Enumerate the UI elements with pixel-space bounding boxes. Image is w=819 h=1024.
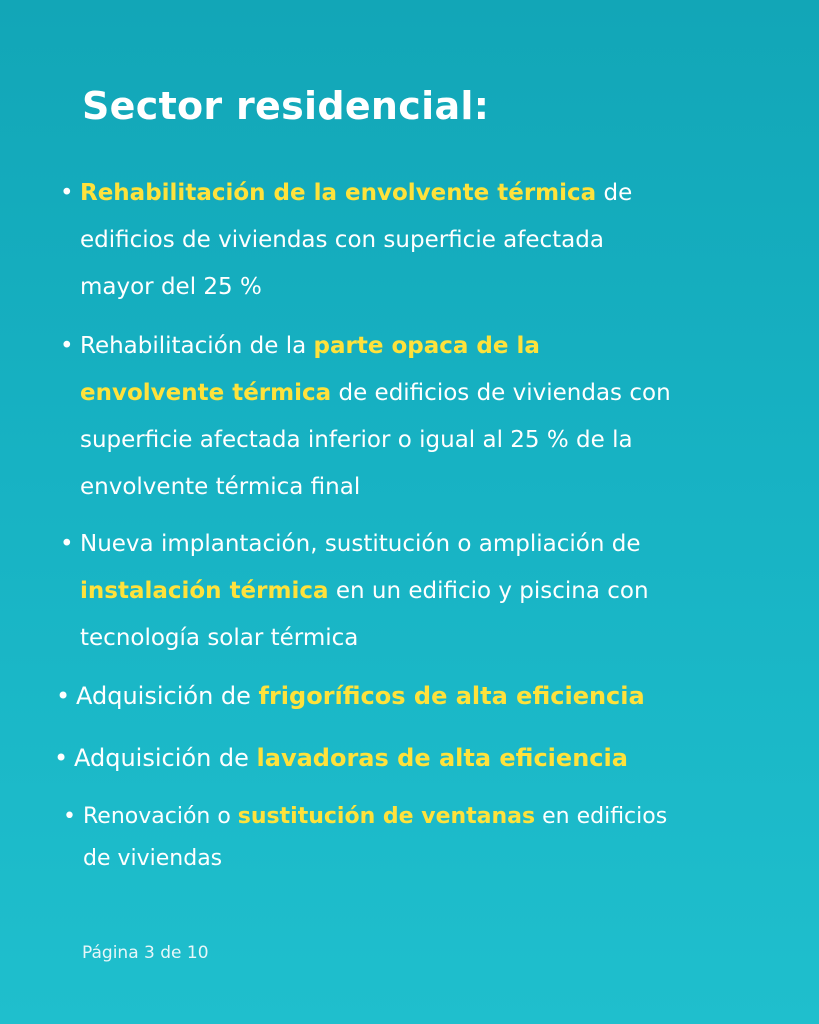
highlighted-text: envolvente térmica bbox=[80, 380, 332, 406]
bullet-dot: • bbox=[60, 333, 74, 359]
list-item-envolvente bbox=[60, 170, 633, 311]
list-item-line bbox=[80, 464, 671, 511]
item-text: de edificios de viviendas con bbox=[331, 380, 671, 406]
item-text: mayor del 25 % bbox=[80, 274, 262, 300]
list-item-line bbox=[83, 838, 667, 880]
list-item-lavadoras bbox=[54, 735, 628, 782]
list-item-line bbox=[80, 217, 632, 264]
list-item-line bbox=[74, 735, 628, 782]
item-text: tecnología solar térmica bbox=[80, 625, 359, 651]
list-item-line bbox=[83, 796, 667, 838]
item-text: en edificios bbox=[535, 804, 668, 829]
bullet-dot: • bbox=[60, 180, 74, 206]
list-item-line bbox=[76, 673, 645, 720]
list-item-instalacion-termica bbox=[60, 521, 649, 662]
item-text: Adquisición de bbox=[74, 744, 257, 772]
highlighted-text: frigoríficos de alta eficiencia bbox=[258, 682, 645, 710]
highlighted-text: parte opaca de la bbox=[313, 333, 540, 359]
list-item-line bbox=[80, 417, 671, 464]
list-item-line bbox=[80, 370, 671, 417]
list-item-line bbox=[80, 323, 671, 370]
list-item-line bbox=[80, 264, 632, 311]
list-item-line bbox=[80, 568, 649, 615]
list-item-ventanas bbox=[63, 796, 668, 880]
bullet-dot: • bbox=[54, 744, 69, 772]
bullet-dot: • bbox=[56, 682, 71, 710]
item-text: de viviendas bbox=[83, 846, 223, 871]
item-text: envolvente térmica final bbox=[80, 474, 361, 500]
highlighted-text: Rehabilitación de la envolvente térmica bbox=[80, 180, 597, 206]
highlighted-text: sustitución de ventanas bbox=[237, 804, 536, 829]
item-text: superficie afectada inferior o igual al 25 % de la bbox=[80, 427, 633, 453]
list-item-line bbox=[80, 521, 649, 568]
highlighted-text: lavadoras de alta eficiencia bbox=[256, 744, 628, 772]
list-item-line bbox=[80, 615, 649, 662]
item-text: Renovación o bbox=[83, 804, 238, 829]
item-text: Adquisición de bbox=[76, 682, 259, 710]
bullet-dot: • bbox=[60, 531, 74, 557]
list-item-parte-opaca bbox=[60, 323, 671, 511]
list-item-line bbox=[80, 170, 632, 217]
item-text: Rehabilitación de la bbox=[80, 333, 314, 359]
item-text: de bbox=[596, 180, 633, 206]
list-item-frigorificos bbox=[56, 673, 645, 720]
page-number: Página 3 de 10 bbox=[82, 943, 209, 963]
item-text: en un edificio y piscina con bbox=[328, 578, 649, 604]
page-title: Sector residencial: bbox=[82, 84, 490, 128]
item-text: edificios de viviendas con superficie afectada bbox=[80, 227, 604, 253]
bullet-dot: • bbox=[63, 804, 76, 829]
highlighted-text: instalación térmica bbox=[80, 578, 329, 604]
item-text: Nueva implantación, sustitución o ampliación de bbox=[80, 531, 641, 557]
